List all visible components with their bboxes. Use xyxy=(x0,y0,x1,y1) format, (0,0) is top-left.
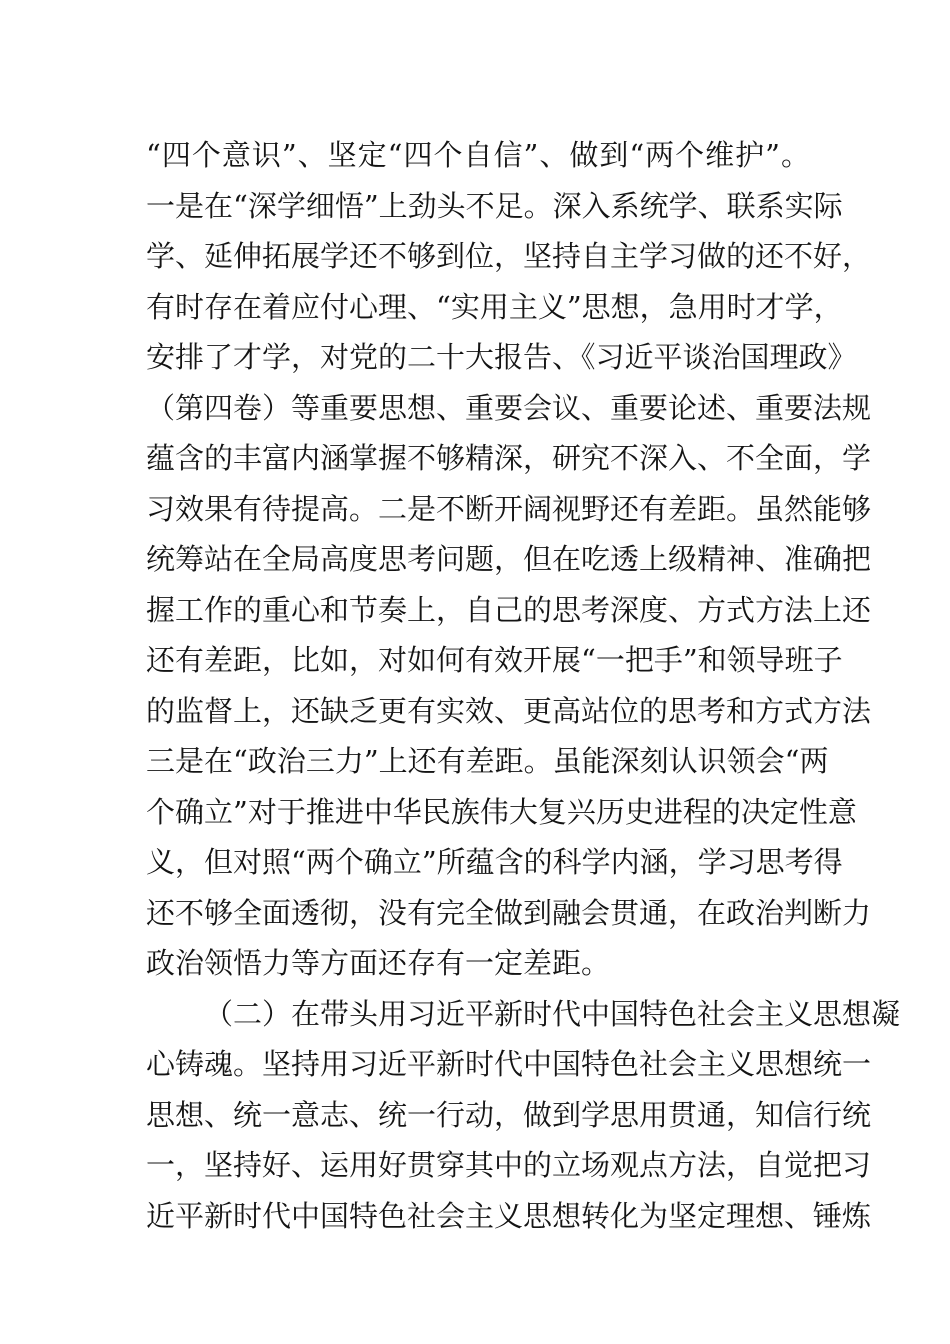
text-line-15: 义，但对照“两个确立”所蕴含的科学内涵，学习思考得 xyxy=(146,845,843,879)
text-line-8: 习效果有待提高。二是不断开阔视野还有差距。虽然能够 xyxy=(146,492,872,526)
text-line-11: 还有差距，比如，对如何有效开展“一把手”和领导班子 xyxy=(146,643,843,677)
text-line-14: 个确立”对于推进中华民族伟大复兴历史进程的决定性意 xyxy=(146,795,857,829)
text-line-16: 还不够全面透彻，没有完全做到融会贯通，在政治判断力 xyxy=(146,896,872,930)
text-line-2: 一是在“深学细悟”上劲头不足。深入系统学、联系实际 xyxy=(146,189,843,223)
text-line-4: 有时存在着应付心理、“实用主义”思想，急用时才学， xyxy=(146,290,843,324)
text-line-21: 一，坚持好、运用好贯穿其中的立场观点方法，自觉把习 xyxy=(146,1148,872,1182)
text-line-5: 安排了才学，对党的二十大报告、《习近平谈治国理政》 xyxy=(146,340,857,374)
text-line-3: 学、延伸拓展学还不够到位，坚持自主学习做的还不好， xyxy=(146,239,872,273)
section-heading-line: （二）在带头用习近平新时代中国特色社会主义思想凝 xyxy=(204,997,901,1031)
text-line-9: 统筹站在全局高度思考问题，但在吃透上级精神、准确把 xyxy=(146,542,872,576)
text-line-22: 近平新时代中国特色社会主义思想转化为坚定理想、锤炼 xyxy=(146,1199,872,1233)
text-line-6: （第四卷）等重要思想、重要会议、重要论述、重要法规 xyxy=(146,391,872,425)
text-line-17: 政治领悟力等方面还存有一定差距。 xyxy=(146,946,611,980)
text-line-20: 思想、统一意志、统一行动，做到学思用贯通，知信行统 xyxy=(146,1098,872,1132)
text-line-19: 心铸魂。坚持用习近平新时代中国特色社会主义思想统一 xyxy=(146,1047,872,1081)
text-line-13: 三是在“政治三力”上还有差距。虽能深刻认识领会“两 xyxy=(146,744,829,778)
text-line-12: 的监督上，还缺乏更有实效、更高站位的思考和方式方法 xyxy=(146,694,872,728)
text-line-10: 握工作的重心和节奏上，自己的思考深度、方式方法上还 xyxy=(146,593,872,627)
text-line-1: “四个意识”、坚定“四个自信”、做到“两个维护”。 xyxy=(146,138,810,172)
text-line-7: 蕴含的丰富内涵掌握不够精深，研究不深入、不全面，学 xyxy=(146,441,872,475)
